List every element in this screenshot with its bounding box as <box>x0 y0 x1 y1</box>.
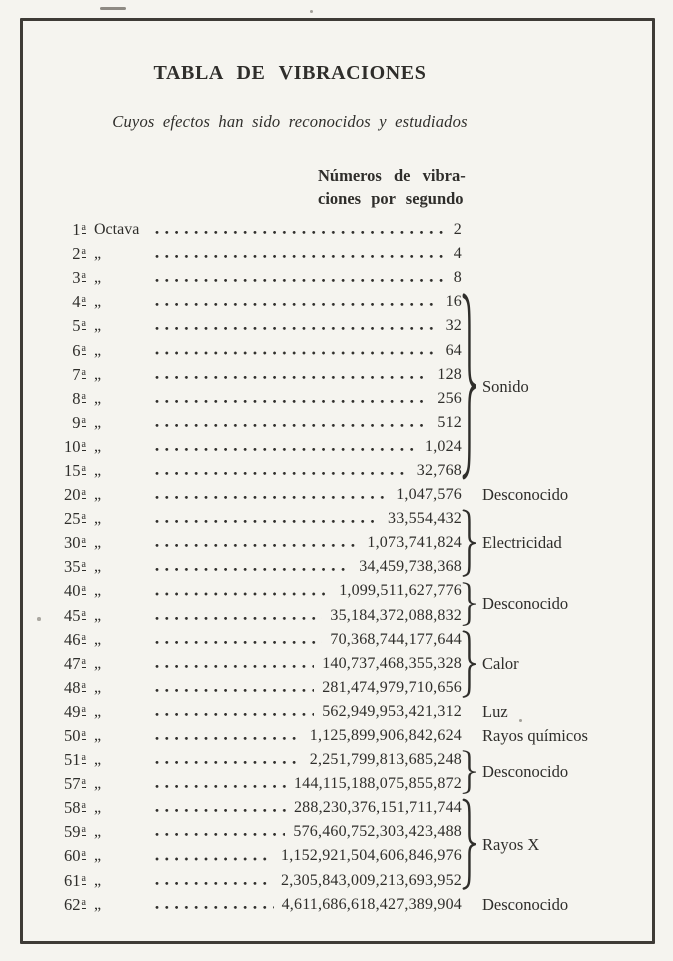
octave-label: „ <box>94 365 102 383</box>
octave-label: „ <box>94 678 102 696</box>
octave-ordinal <box>48 557 86 577</box>
dot-leader <box>152 579 331 603</box>
ordinal-suffix: a <box>81 366 86 378</box>
octave-ordinal <box>48 509 86 529</box>
category-label: Desconocido <box>482 593 569 613</box>
table-row <box>48 748 462 772</box>
scan-speck <box>100 7 126 10</box>
page-title: TABLA DE VIBRACIONES <box>153 62 427 84</box>
ordinal-number: 62 <box>64 894 81 914</box>
category-column <box>461 218 653 919</box>
octave-ordinal <box>48 437 86 457</box>
ordinal-suffix: a <box>81 776 86 788</box>
octave-label: „ <box>94 751 102 769</box>
table-row <box>48 700 462 724</box>
table-row <box>48 459 462 483</box>
dot-leader <box>152 844 273 868</box>
table-row <box>48 869 462 893</box>
octave-ordinal <box>48 220 86 240</box>
vibrations-per-second-value: 2,305,843,009,213,693,952 <box>281 871 462 889</box>
vibrations-per-second-value: 281,474,979,710,656 <box>322 678 462 696</box>
ordinal-number: 25 <box>64 509 81 529</box>
ordinal-number: 59 <box>64 822 81 842</box>
octave-label: „ <box>94 847 102 865</box>
octave-ordinal <box>48 268 86 288</box>
ordinal-number: 49 <box>64 701 81 721</box>
octave-ordinal <box>48 702 86 722</box>
ordinal-number: 47 <box>64 653 81 673</box>
table-row <box>48 266 462 290</box>
vibrations-per-second-value: 562,949,953,421,312 <box>322 702 462 720</box>
octave-label: „ <box>94 702 102 720</box>
table-row <box>48 772 462 796</box>
ordinal-number: 20 <box>64 485 81 505</box>
scan-speck <box>310 10 313 13</box>
ordinal-number: 2 <box>72 244 81 264</box>
table-row <box>48 820 462 844</box>
ordinal-number: 48 <box>64 677 81 697</box>
table-row <box>48 290 462 314</box>
category-group <box>461 580 653 628</box>
category-group <box>461 700 653 724</box>
ordinal-number: 57 <box>64 774 81 794</box>
vibrations-per-second-value: 32,768 <box>416 461 462 479</box>
category-group <box>461 290 653 483</box>
octave-ordinal <box>48 341 86 361</box>
octave-ordinal <box>48 750 86 770</box>
octave-label: „ <box>94 341 102 359</box>
octave-ordinal <box>48 413 86 433</box>
vibrations-per-second-value: 256 <box>437 389 462 407</box>
ordinal-suffix: a <box>81 390 86 402</box>
octave-ordinal <box>48 630 86 650</box>
vibrations-per-second-value: 64 <box>445 341 462 359</box>
ordinal-number: 4 <box>72 292 81 312</box>
table-row <box>48 676 462 700</box>
octave-label: „ <box>94 437 102 455</box>
dot-leader <box>152 724 302 748</box>
category-label: Desconocido <box>482 485 569 505</box>
octave-label: „ <box>94 630 102 648</box>
dot-leader <box>152 893 274 917</box>
ordinal-suffix: a <box>81 559 86 571</box>
ordinal-suffix: a <box>81 535 86 547</box>
octave-label: „ <box>94 269 102 287</box>
category-group <box>461 748 653 796</box>
octave-ordinal <box>48 292 86 312</box>
ordinal-suffix: a <box>81 583 86 595</box>
octave-ordinal <box>48 581 86 601</box>
ordinal-suffix: a <box>81 872 86 884</box>
ordinal-number: 61 <box>64 870 81 890</box>
octave-ordinal <box>48 895 86 915</box>
ordinal-number: 5 <box>72 316 81 336</box>
ordinal-suffix: a <box>81 728 86 740</box>
octave-ordinal <box>48 461 86 481</box>
page-subtitle: Cuyos efectos han sido reconocidos y estudiados <box>112 112 468 131</box>
vibrations-per-second-value: 35,184,372,088,832 <box>330 606 462 624</box>
brace-icon <box>461 798 476 890</box>
table-row <box>48 483 462 507</box>
category-label: Calor <box>482 653 519 673</box>
ordinal-number: 3 <box>72 268 81 288</box>
ordinal-number: 30 <box>64 533 81 553</box>
octave-ordinal <box>48 365 86 385</box>
table-row <box>48 218 462 242</box>
octave-label: „ <box>94 413 102 431</box>
dot-leader <box>152 748 302 772</box>
ordinal-suffix: a <box>81 631 86 643</box>
vibrations-per-second-value: 512 <box>437 413 462 431</box>
octave-ordinal <box>48 726 86 746</box>
brace-icon <box>461 750 476 794</box>
octave-ordinal <box>48 822 86 842</box>
ordinal-suffix: a <box>81 511 86 523</box>
category-label: Electricidad <box>482 533 562 553</box>
vibrations-per-second-value: 4,611,686,618,427,389,904 <box>281 895 462 913</box>
table-row <box>48 387 462 411</box>
category-group <box>461 724 653 748</box>
vibrations-per-second-value: 1,047,576 <box>396 486 462 504</box>
octave-label: „ <box>94 606 102 624</box>
ordinal-suffix: a <box>81 655 86 667</box>
category-label: Luz <box>482 702 508 722</box>
table-row <box>48 555 462 579</box>
octave-label: „ <box>94 293 102 311</box>
ordinal-suffix: a <box>81 896 86 908</box>
ordinal-number: 50 <box>64 726 81 746</box>
octave-label: Octava <box>94 221 140 239</box>
vibrations-per-second-value: 576,460,752,303,423,488 <box>293 823 462 841</box>
octave-ordinal <box>48 846 86 866</box>
category-group <box>461 507 653 579</box>
table-row <box>48 604 462 628</box>
octave-ordinal <box>48 654 86 674</box>
vibrations-per-second-value: 1,125,899,906,842,624 <box>309 727 462 745</box>
octave-label: „ <box>94 871 102 889</box>
dot-leader <box>152 483 388 507</box>
ordinal-suffix: a <box>81 414 86 426</box>
dot-leader <box>152 796 286 820</box>
category-group <box>461 628 653 700</box>
ordinal-number: 6 <box>72 340 81 360</box>
vibrations-per-second-value: 128 <box>437 365 462 383</box>
table-row <box>48 314 462 338</box>
ordinal-suffix: a <box>81 800 86 812</box>
dot-leader <box>152 507 380 531</box>
vibrations-per-second-value: 4 <box>453 245 462 263</box>
table-row <box>48 844 462 868</box>
brace-icon <box>461 630 476 698</box>
category-group <box>461 483 653 507</box>
ordinal-number: 51 <box>64 750 81 770</box>
octave-label: „ <box>94 895 102 913</box>
table-row <box>48 435 462 459</box>
ordinal-number: 60 <box>64 846 81 866</box>
ordinal-suffix: a <box>81 222 86 234</box>
octave-ordinal <box>48 485 86 505</box>
octave-label: „ <box>94 775 102 793</box>
ordinal-number: 8 <box>72 388 81 408</box>
dot-leader <box>152 676 314 700</box>
category-label: Rayos químicos <box>482 726 588 746</box>
vibrations-per-second-value: 144,115,188,075,855,872 <box>293 775 462 793</box>
ordinal-suffix: a <box>81 270 86 282</box>
dot-leader <box>152 242 446 266</box>
octave-label: „ <box>94 799 102 817</box>
vibrations-per-second-value: 16 <box>445 293 462 311</box>
dot-leader <box>152 459 409 483</box>
category-label: Desconocido <box>482 894 569 914</box>
octave-ordinal <box>48 798 86 818</box>
table-row <box>48 363 462 387</box>
vibrations-per-second-value: 1,099,511,627,776 <box>339 582 462 600</box>
dot-leader <box>152 411 429 435</box>
ordinal-number: 35 <box>64 557 81 577</box>
dot-leader <box>152 772 286 796</box>
dot-leader <box>152 363 429 387</box>
table-row <box>48 531 462 555</box>
octave-label: „ <box>94 317 102 335</box>
dot-leader <box>152 531 359 555</box>
ordinal-suffix: a <box>81 438 86 450</box>
column-header-line1: Números de vibra- <box>318 166 466 185</box>
octave-ordinal <box>48 244 86 264</box>
dot-leader <box>152 290 438 314</box>
vibrations-per-second-value: 2 <box>453 221 462 239</box>
octave-label: „ <box>94 582 102 600</box>
dot-leader <box>152 652 314 676</box>
vibrations-per-second-value: 2,251,799,813,685,248 <box>309 751 462 769</box>
octave-ordinal <box>48 389 86 409</box>
octave-label: „ <box>94 558 102 576</box>
ordinal-suffix: a <box>81 824 86 836</box>
dot-leader <box>152 604 322 628</box>
category-group <box>461 796 653 892</box>
octave-ordinal <box>48 678 86 698</box>
dot-leader <box>152 387 429 411</box>
table-row <box>48 579 462 603</box>
vibrations-per-second-value: 1,073,741,824 <box>367 534 462 552</box>
octave-ordinal <box>48 774 86 794</box>
ordinal-number: 1 <box>72 220 81 240</box>
octave-label: „ <box>94 510 102 528</box>
dot-leader <box>152 628 322 652</box>
octave-label: „ <box>94 461 102 479</box>
octave-label: „ <box>94 534 102 552</box>
ordinal-suffix: a <box>81 342 86 354</box>
vibrations-per-second-value: 32 <box>445 317 462 335</box>
table-row <box>48 796 462 820</box>
octave-ordinal <box>48 316 86 336</box>
ordinal-suffix: a <box>81 487 86 499</box>
vibrations-per-second-value: 1,024 <box>425 437 462 455</box>
ordinal-suffix: a <box>81 294 86 306</box>
table-row <box>48 628 462 652</box>
ordinal-suffix: a <box>81 679 86 691</box>
dot-leader <box>152 820 285 844</box>
brace-icon <box>461 509 476 577</box>
dot-leader <box>152 218 446 242</box>
table-row <box>48 893 462 917</box>
brace-icon <box>461 292 476 481</box>
table-row <box>48 652 462 676</box>
table-row <box>48 724 462 748</box>
ordinal-suffix: a <box>81 752 86 764</box>
ordinal-suffix: a <box>81 607 86 619</box>
ordinal-suffix: a <box>81 318 86 330</box>
ordinal-suffix: a <box>81 246 86 258</box>
ordinal-suffix: a <box>81 703 86 715</box>
ordinal-number: 58 <box>64 798 81 818</box>
octave-label: „ <box>94 654 102 672</box>
dot-leader <box>152 700 314 724</box>
vibrations-per-second-value: 288,230,376,151,711,744 <box>293 799 462 817</box>
vibrations-per-second-value: 33,554,432 <box>388 510 462 528</box>
ordinal-number: 46 <box>64 629 81 649</box>
dot-leader <box>152 338 438 362</box>
octave-ordinal <box>48 606 86 626</box>
column-header-line2: ciones por segundo <box>318 189 464 208</box>
ordinal-suffix: a <box>81 848 86 860</box>
brace-icon <box>461 582 476 626</box>
octave-ordinal <box>48 533 86 553</box>
scan-speck <box>37 617 41 621</box>
octave-label: „ <box>94 486 102 504</box>
category-label: Sonido <box>482 376 529 396</box>
category-label: Rayos X <box>482 834 540 854</box>
dot-leader <box>152 314 438 338</box>
table-row <box>48 411 462 435</box>
category-label: Desconocido <box>482 762 569 782</box>
vibrations-per-second-value: 34,459,738,368 <box>359 558 462 576</box>
ordinal-number: 7 <box>72 364 81 384</box>
vibrations-per-second-value: 70,368,744,177,644 <box>330 630 462 648</box>
ordinal-number: 15 <box>64 460 81 480</box>
table-row <box>48 338 462 362</box>
vibrations-per-second-value: 1,152,921,504,606,846,976 <box>281 847 462 865</box>
ordinal-number: 45 <box>64 605 81 625</box>
ordinal-number: 10 <box>64 436 81 456</box>
ordinal-suffix: a <box>81 462 86 474</box>
dot-leader <box>152 435 417 459</box>
octave-label: „ <box>94 245 102 263</box>
table-row <box>48 507 462 531</box>
category-group <box>461 893 653 917</box>
octave-label: „ <box>94 727 102 745</box>
ordinal-number: 40 <box>64 581 81 601</box>
dot-leader <box>152 555 351 579</box>
table-row <box>48 242 462 266</box>
dot-leader <box>152 869 273 893</box>
column-header <box>318 164 466 210</box>
vibrations-per-second-value: 140,737,468,355,328 <box>322 654 462 672</box>
vibrations-per-second-value: 8 <box>453 269 462 287</box>
octave-label: „ <box>94 389 102 407</box>
dot-leader <box>152 266 446 290</box>
vibration-table <box>48 218 462 917</box>
ordinal-number: 9 <box>72 412 81 432</box>
octave-label: „ <box>94 823 102 841</box>
octave-ordinal <box>48 871 86 891</box>
